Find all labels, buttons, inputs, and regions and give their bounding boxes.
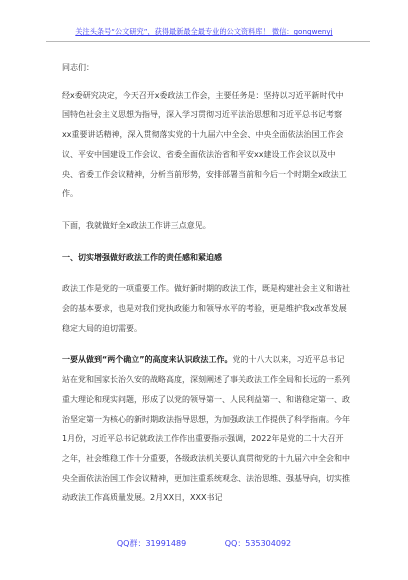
paragraph-outline: 下面，我就做好全x政法工作讲三点意见。: [62, 220, 211, 230]
paragraph-lead-bold: 一要从做到“两个确立”的高度来认识政法工作。: [62, 355, 233, 365]
paragraph-two-establishments: [62, 350, 350, 508]
header-divider: [46, 41, 370, 42]
footer-qq: QQ：535304092: [224, 539, 292, 548]
footer-qq-group: QQ群：31991489: [116, 539, 187, 548]
salutation: 同志们：: [62, 63, 94, 72]
paragraph-body: 党的十八大以来，习近平总书记站在党和国家长治久安的战略高度，深刻阐述了事关政法工作全局和长远的一系列重大理论和现实问题，形成了以党的领导第一、人民利益第一、和谐稳定第一、政治坚定第一为核心的新时期政法指导思想，为加强政法工作提供了科学指南。今年1月份，习近平总书记就政法工作作出重要指示强调，2022年是党的二十大召开之年，社会维稳工作十分重要，各级政法机关要认真贯彻党的十九届六中全会和中央全面依法治国工作会议精神，更加注重系统观念、法治思维、强基导向，切实推动政法工作高质量发展。2月XX日，XXX书记: [62, 355, 350, 503]
header-banner-text[interactable]: 关注头条号“公文研究”，获得最新最全最专业的公文资料库！ 微信：gongwenyj: [75, 27, 333, 36]
document-body: [62, 58, 350, 520]
header-banner[interactable]: [0, 27, 408, 37]
paragraph-importance: 政法工作是党的一项重要工作。做好新时期的政法工作，既是构建社会主义和谐社会的基本要求，也是对我们党执政能力和领导水平的考验，更是维护我x改革发展稳定大局的迫切需要。: [62, 284, 350, 333]
paragraph-intro: 经x委研究决定，今天召开x委政法工作会，主要任务是：坚持以习近平新时代中国特色社会主义思想为指导，深入学习贯彻习近平法治思想和习近平总书记考察xx重要讲话精神，深入贯彻落实党的十九届六中全会、中央全面依法治国工作会议、平安中国建设工作会议、省委全面依法治省和平安xx建设工作会议以及中央、省委工作会议精神，分析当前形势，安排部署当前和今后一个时期全x政法工作。: [62, 90, 347, 199]
footer: [0, 538, 408, 549]
section-heading-1: 一、切实增强做好政法工作的责任感和紧迫感: [62, 252, 222, 262]
